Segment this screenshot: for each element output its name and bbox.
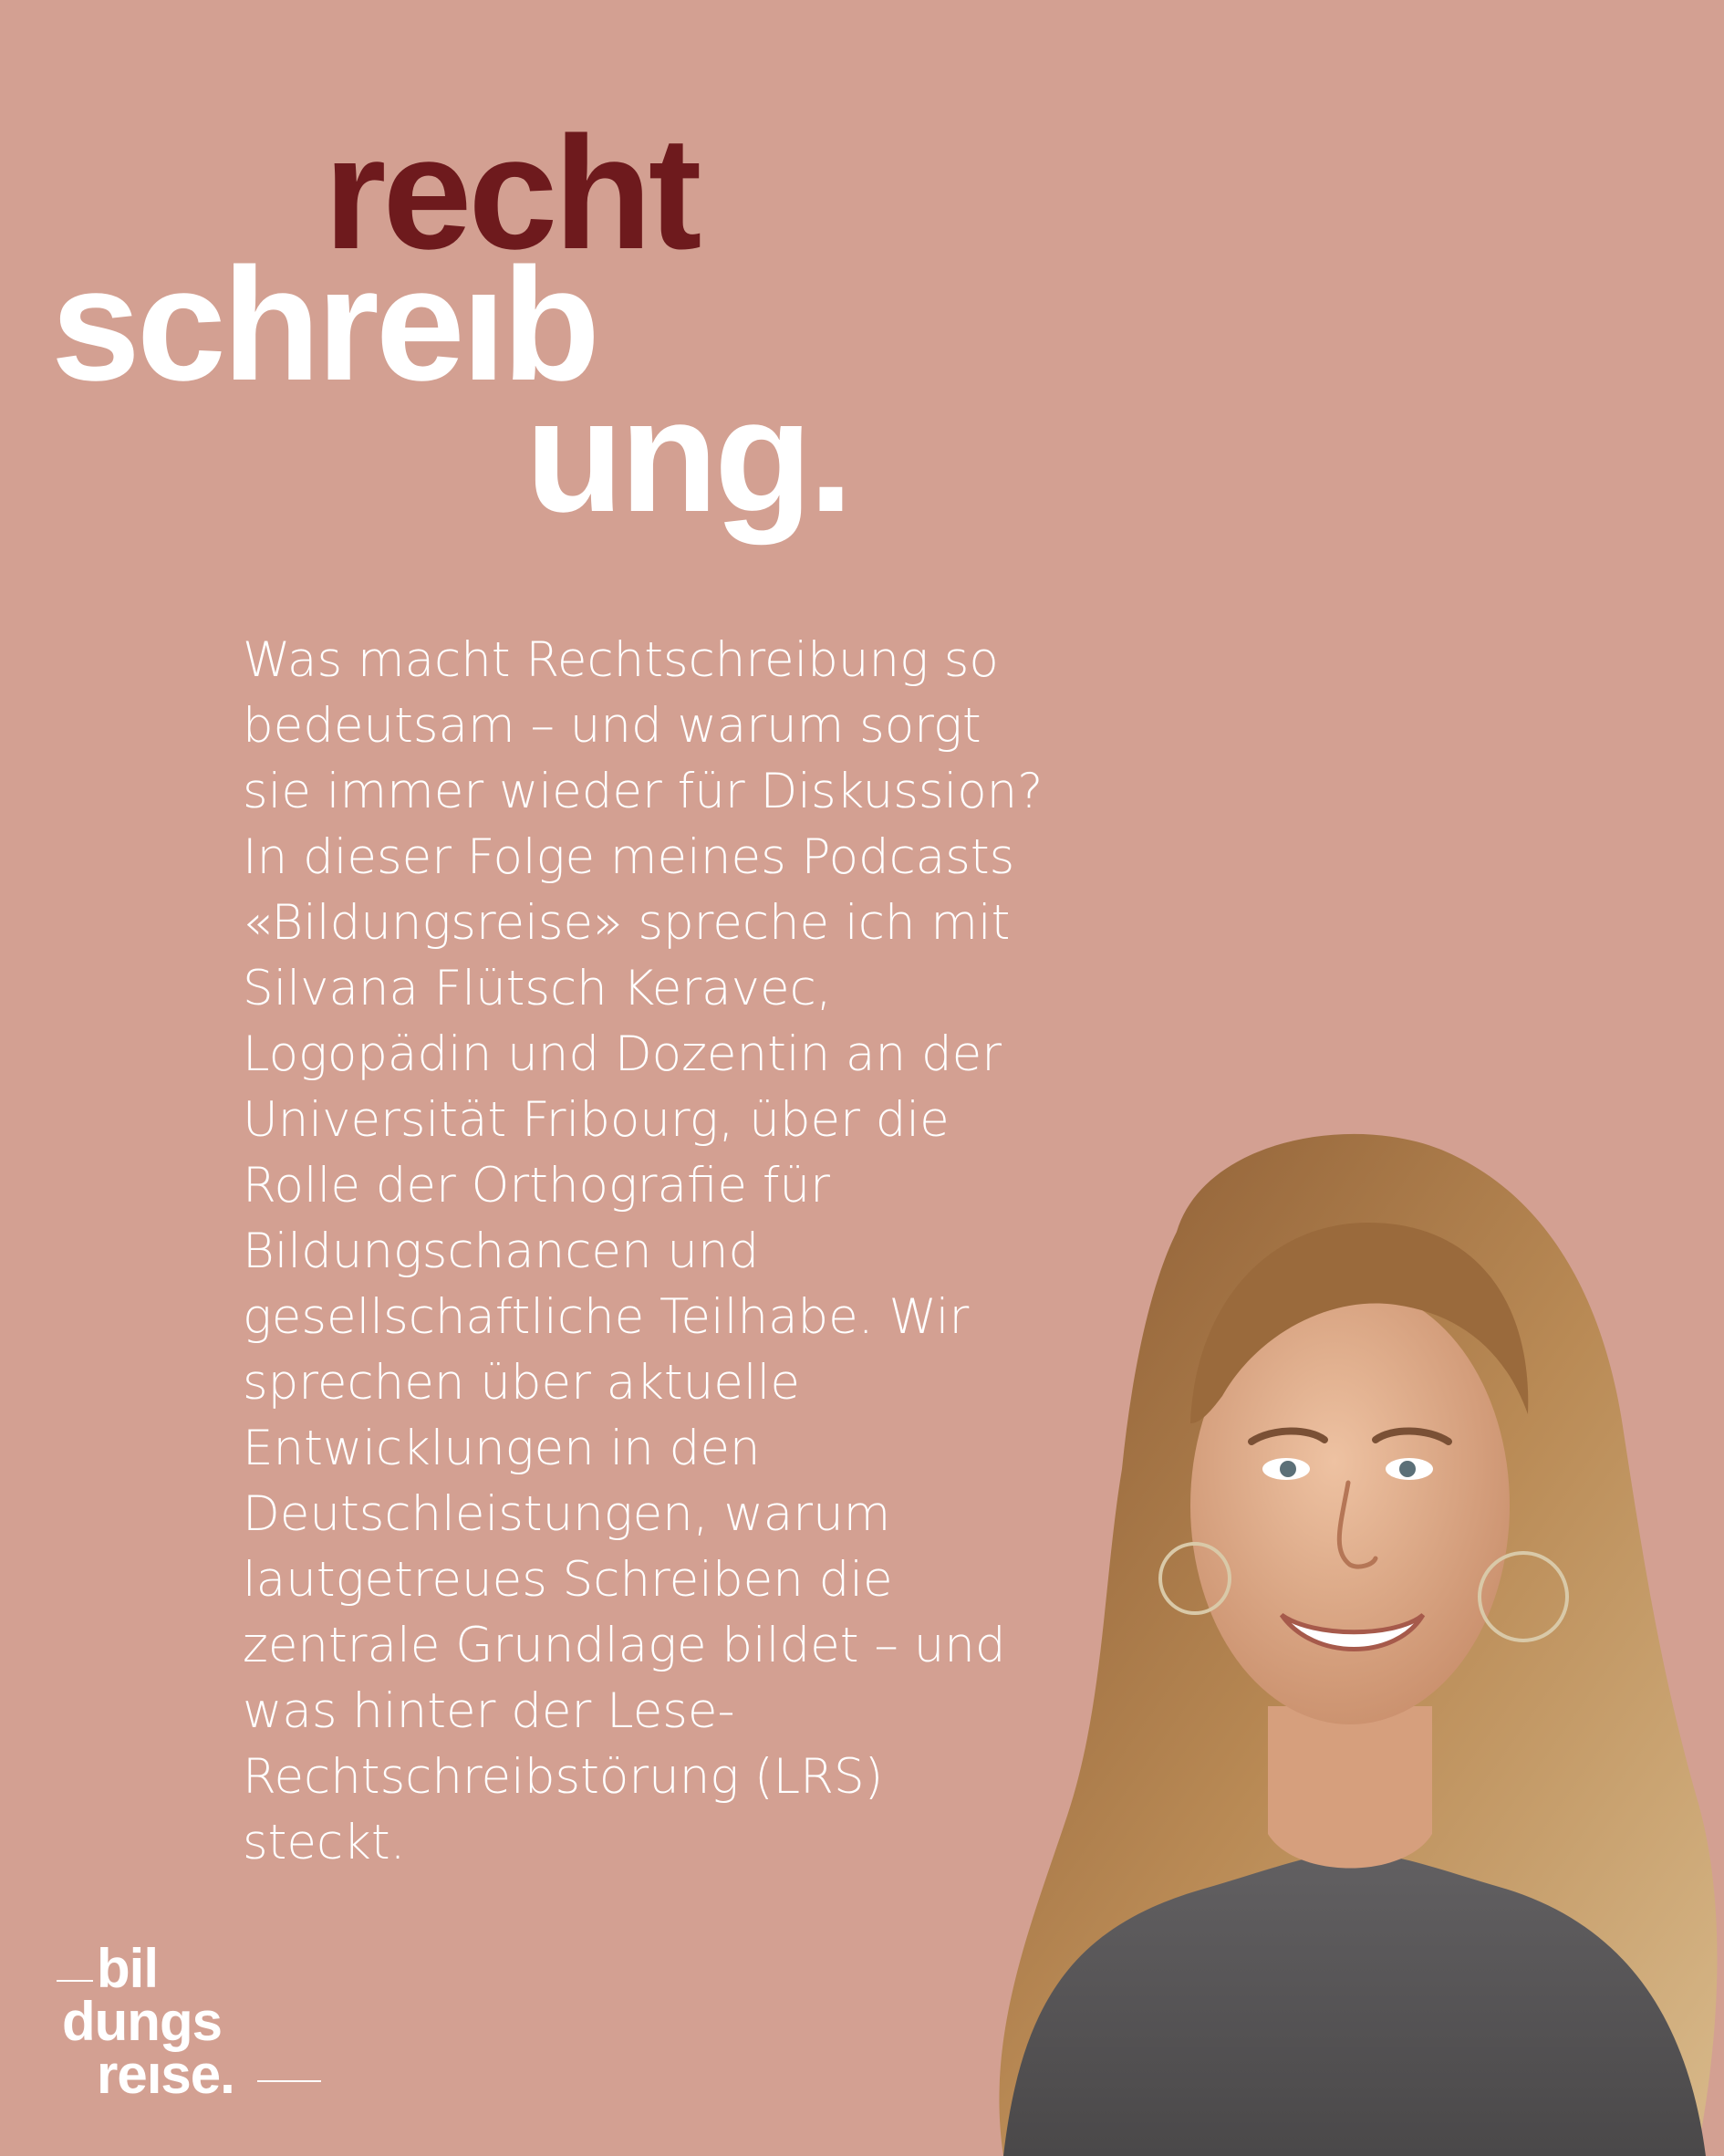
bildungsreise-logo bbox=[57, 1938, 330, 2106]
logo-line-3: reıse. bbox=[97, 2044, 234, 2105]
title-line-recht: recht bbox=[324, 104, 699, 283]
neck bbox=[1268, 1706, 1432, 1869]
guest-portrait-photo bbox=[967, 1122, 1724, 2156]
logo-line-1: bil bbox=[97, 1938, 158, 1999]
title-line-ung: ung. bbox=[525, 367, 850, 546]
title-line-schreib: schreıb bbox=[51, 235, 597, 414]
episode-description: Was macht Rechtschreibung so bedeutsam – und warum sorgt sie immer wieder für Diskussion? In dieser Folge meines Podcasts «Bildungsreise» spreche ich mit Silvana Flütsch Keravec, Logopädin und Dozentin an der Universität Fribourg, über die Rolle der Orthografie für Bildungschancen und gesellschaftliche Teilhabe. Wir sprechen über aktuelle Entwicklungen in den Deutschleistungen, warum lautgetreues Schreiben die zentrale Grundlage bildet – und was hinter der Lese- Rechtschreibstörung (LRS) steckt. bbox=[243, 632, 1044, 1870]
logo-dash-top bbox=[57, 1980, 93, 1982]
logo-dash-bottom bbox=[257, 2080, 321, 2082]
logo-line-2: dungs bbox=[62, 1991, 222, 2052]
